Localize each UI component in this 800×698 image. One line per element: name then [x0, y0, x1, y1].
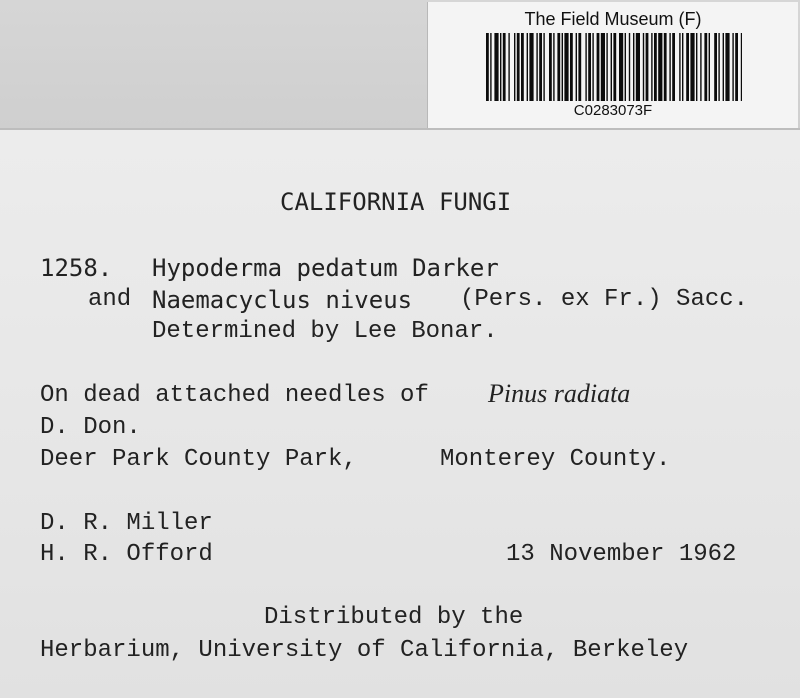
barcode-bar — [664, 33, 667, 101]
barcode-bar — [629, 33, 630, 101]
barcode-bar — [669, 33, 670, 101]
barcode-bar — [643, 33, 644, 101]
locality: Deer Park County Park, — [40, 446, 357, 473]
barcode-bar — [564, 33, 568, 101]
barcode-bar — [570, 33, 573, 101]
host-name: Pinus radiata — [488, 379, 631, 408]
taxon-2-author: (Pers. ex Fr.) Sacc. — [460, 286, 749, 313]
label-title: CALIFORNIA FUNGI — [280, 188, 512, 216]
barcode-bar — [529, 33, 533, 101]
county: Monterey County. — [440, 446, 671, 473]
museum-name: The Field Museum (F) — [524, 9, 702, 29]
barcode — [486, 33, 742, 101]
habitat: On dead attached needles of — [40, 382, 429, 409]
barcode-bar — [578, 33, 581, 101]
barcode-bar — [588, 33, 591, 101]
barcode-bar — [539, 33, 542, 101]
barcode-bar — [508, 33, 509, 101]
distribution-line-1: Distributed by the — [264, 604, 524, 631]
collector-1: D. R. Miller — [40, 510, 213, 537]
barcode-bar — [494, 33, 498, 101]
entry-number: 1258. — [40, 254, 113, 282]
distribution-line-2: Herbarium, University of California, Berkeley — [40, 637, 689, 664]
barcode-bar — [549, 33, 552, 101]
determination: Determined by Lee Bonar. — [152, 318, 498, 345]
barcode-bar — [714, 33, 717, 101]
barcode-bar — [704, 33, 707, 101]
barcode-bar — [543, 33, 544, 101]
barcode-label — [427, 2, 798, 129]
barcode-bar — [592, 33, 593, 101]
barcode-bar — [597, 33, 600, 101]
barcode-bar — [527, 33, 528, 101]
barcode-bar — [725, 33, 729, 101]
barcode-bar — [553, 33, 554, 101]
barcode-bar — [679, 33, 680, 101]
barcode-bar — [536, 33, 537, 101]
barcode-bar — [619, 33, 623, 101]
barcode-bar — [633, 33, 634, 101]
barcode-bar — [696, 33, 697, 101]
barcode-bar — [718, 33, 719, 101]
barcode-bar — [606, 33, 607, 101]
barcode-bar — [700, 33, 701, 101]
barcode-bar — [601, 33, 605, 101]
barcode-bar — [723, 33, 724, 101]
barcode-bar — [658, 33, 662, 101]
taxon-2-name: Naemacyclus niveus — [152, 286, 413, 314]
barcode-bar — [500, 33, 501, 101]
barcode-bar — [514, 33, 515, 101]
barcode-bar — [732, 33, 733, 101]
barcode-bar — [672, 33, 675, 101]
barcode-bar — [636, 33, 640, 101]
barcode-bar — [503, 33, 506, 101]
host-author: D. Don. — [40, 414, 141, 441]
barcode-bar — [517, 33, 520, 101]
barcode-bar — [562, 33, 563, 101]
taxon-1: Hypoderma pedatum Darker — [152, 254, 499, 282]
barcode-bar — [709, 33, 710, 101]
collector-2: H. R. Offord — [40, 541, 213, 568]
barcode-bar — [557, 33, 560, 101]
barcode-bar — [735, 33, 738, 101]
catalog-number: C0283073F — [573, 102, 653, 119]
barcode-bar — [625, 33, 626, 101]
barcode-bar — [690, 33, 694, 101]
taxon-2-prefix: and — [88, 286, 132, 313]
barcode-bar — [490, 33, 491, 101]
barcode-bar — [646, 33, 649, 101]
barcode-bar — [741, 33, 742, 101]
barcode-bar — [686, 33, 689, 101]
barcode-bar — [521, 33, 524, 101]
specimen-label — [0, 128, 800, 698]
barcode-bar — [682, 33, 683, 101]
barcode-bar — [613, 33, 616, 101]
barcode-bar — [576, 33, 577, 101]
barcode-bar — [486, 33, 489, 101]
collection-date: 13 November 1962 — [506, 541, 737, 568]
barcode-bar — [585, 33, 586, 101]
barcode-bar — [654, 33, 657, 101]
barcode-bar — [611, 33, 612, 101]
barcode-bar — [651, 33, 652, 101]
